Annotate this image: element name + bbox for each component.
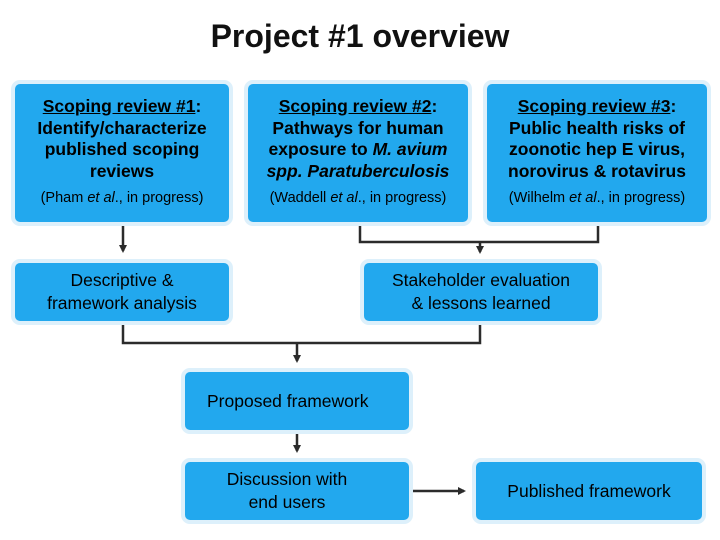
published-framework-label: Published framework — [507, 480, 671, 501]
review-2-line-1: Pathways for human — [272, 117, 444, 138]
review-1-line-1: Identify/characterize — [37, 117, 207, 138]
review-3-line-1: Public health risks of — [508, 117, 686, 138]
review-3-line-3: norovirus & rotavirus — [508, 160, 686, 181]
discussion-line-2: end users — [248, 492, 326, 512]
review-1-citation: (Pham et al., in progress) — [40, 190, 204, 206]
discussion-line-1: Discussion with — [226, 469, 348, 489]
stakeholder-line-2: & lessons learned — [411, 293, 551, 313]
stakeholder-line-1: Stakeholder evaluation — [391, 270, 571, 290]
descriptive-line-2: framework analysis — [47, 293, 197, 313]
connector-review2-3-bracket — [360, 226, 598, 242]
review-3-heading: Scoping review #3: — [517, 96, 677, 116]
review-2-heading: Scoping review #2: — [278, 96, 438, 116]
connector-lower-bracket — [123, 325, 480, 343]
review-2-line-2: exposure to M. avium — [268, 139, 448, 159]
proposed-framework-label: Proposed framework — [207, 390, 369, 411]
review-3-line-2: zoonotic hep E virus, — [509, 139, 685, 159]
review-2-line-3: spp. Paratuberculosis — [266, 160, 450, 181]
descriptive-line-1: Descriptive & — [70, 270, 174, 290]
page-title: Project #1 overview — [210, 18, 510, 54]
review-2-citation: (Waddell et al., in progress) — [269, 190, 447, 206]
review-3-citation: (Wilhelm et al., in progress) — [508, 190, 686, 206]
review-1-line-3: reviews — [89, 160, 155, 181]
review-1-heading: Scoping review #1: — [42, 96, 202, 116]
review-1-line-2: published scoping — [44, 139, 200, 159]
